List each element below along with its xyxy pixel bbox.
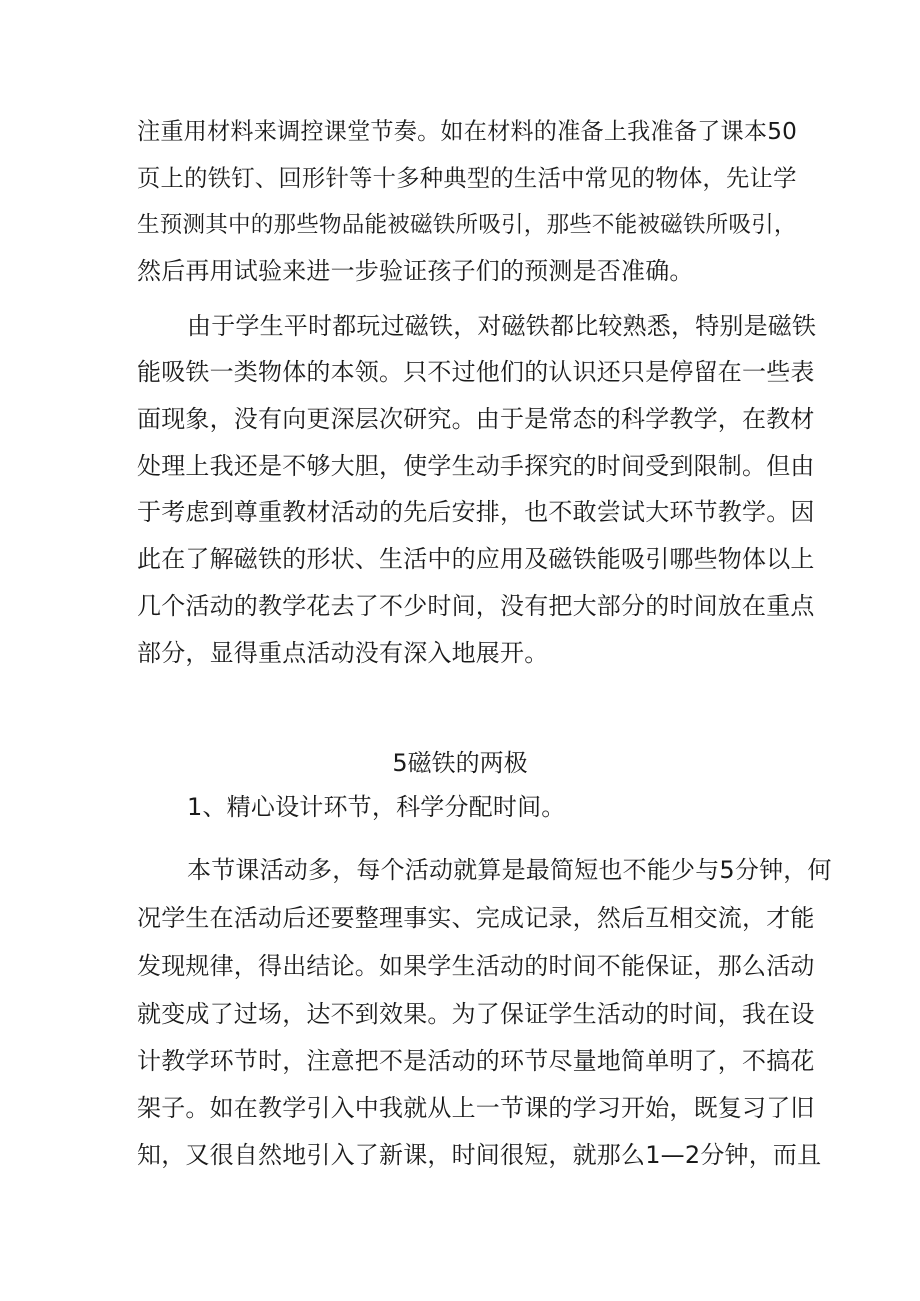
paragraph-3-line-6: 架子。如在教学引入中我就从上一节课的学习开始，既复习了旧 — [137, 1094, 815, 1122]
paragraph-1-line-4: 然后再用试验来进一步验证孩子们的预测是否准确。 — [137, 257, 694, 285]
paragraph-2-line-2: 能吸铁一类物体的本领。只不过他们的认识还只是停留在一些表 — [137, 358, 815, 386]
paragraph-1-line-3: 生预测其中的那些物品能被磁铁所吸引，那些不能被磁铁所吸引， — [137, 212, 797, 238]
paragraph-2-line-5: 于考虑到尊重教材活动的先后安排，也不敢尝试大环节教学。因 — [137, 498, 815, 526]
paragraph-1-line-1: 注重用材料来调控课堂节奏。如在材料的准备上我准备了课本50 — [137, 119, 798, 145]
paragraph-3-line-1: 本节课活动多，每个活动就算是最简短也不能少与5分钟，何 — [187, 856, 832, 884]
paragraph-2-line-1: 由于学生平时都玩过磁铁，对磁铁都比较熟悉，特别是磁铁 — [187, 312, 817, 340]
paragraph-1-line-2: 页上的铁钉、回形针等十多种典型的生活中常见的物体，先让学 — [137, 164, 797, 192]
paragraph-2-line-8: 部分，显得重点活动没有深入地展开。 — [137, 639, 549, 667]
paragraph-2-line-7: 几个活动的教学花去了不少时间，没有把大部分的时间放在重点 — [137, 592, 815, 620]
section-title: 5磁铁的两极 — [392, 749, 528, 777]
paragraph-3-line-5: 计教学环节时，注意把不是活动的环节尽量地简单明了，不搞花 — [137, 1047, 815, 1075]
paragraph-2-line-3: 面现象，没有向更深层次研究。由于是常态的科学教学，在教材 — [137, 405, 815, 433]
paragraph-3-line-3: 发现规律，得出结论。如果学生活动的时间不能保证，那么活动 — [137, 952, 815, 980]
paragraph-2-line-6: 此在了解磁铁的形状、生活中的应用及磁铁能吸引哪些物体以上 — [137, 545, 815, 573]
paragraph-3-line-4: 就变成了过场，达不到效果。为了保证学生活动的时间，我在设 — [137, 1000, 815, 1028]
paragraph-3-line-2: 况学生在活动后还要整理事实、完成记录，然后互相交流，才能 — [137, 904, 815, 932]
paragraph-3-line-7: 知，又很自然地引入了新课，时间很短，就那么1—2分钟，而且 — [137, 1141, 822, 1169]
paragraph-2-line-4: 处理上我还是不够大胆，使学生动手探究的时间受到限制。但由 — [137, 452, 815, 480]
subheading: 1、精心设计环节，科学分配时间。 — [187, 793, 566, 821]
